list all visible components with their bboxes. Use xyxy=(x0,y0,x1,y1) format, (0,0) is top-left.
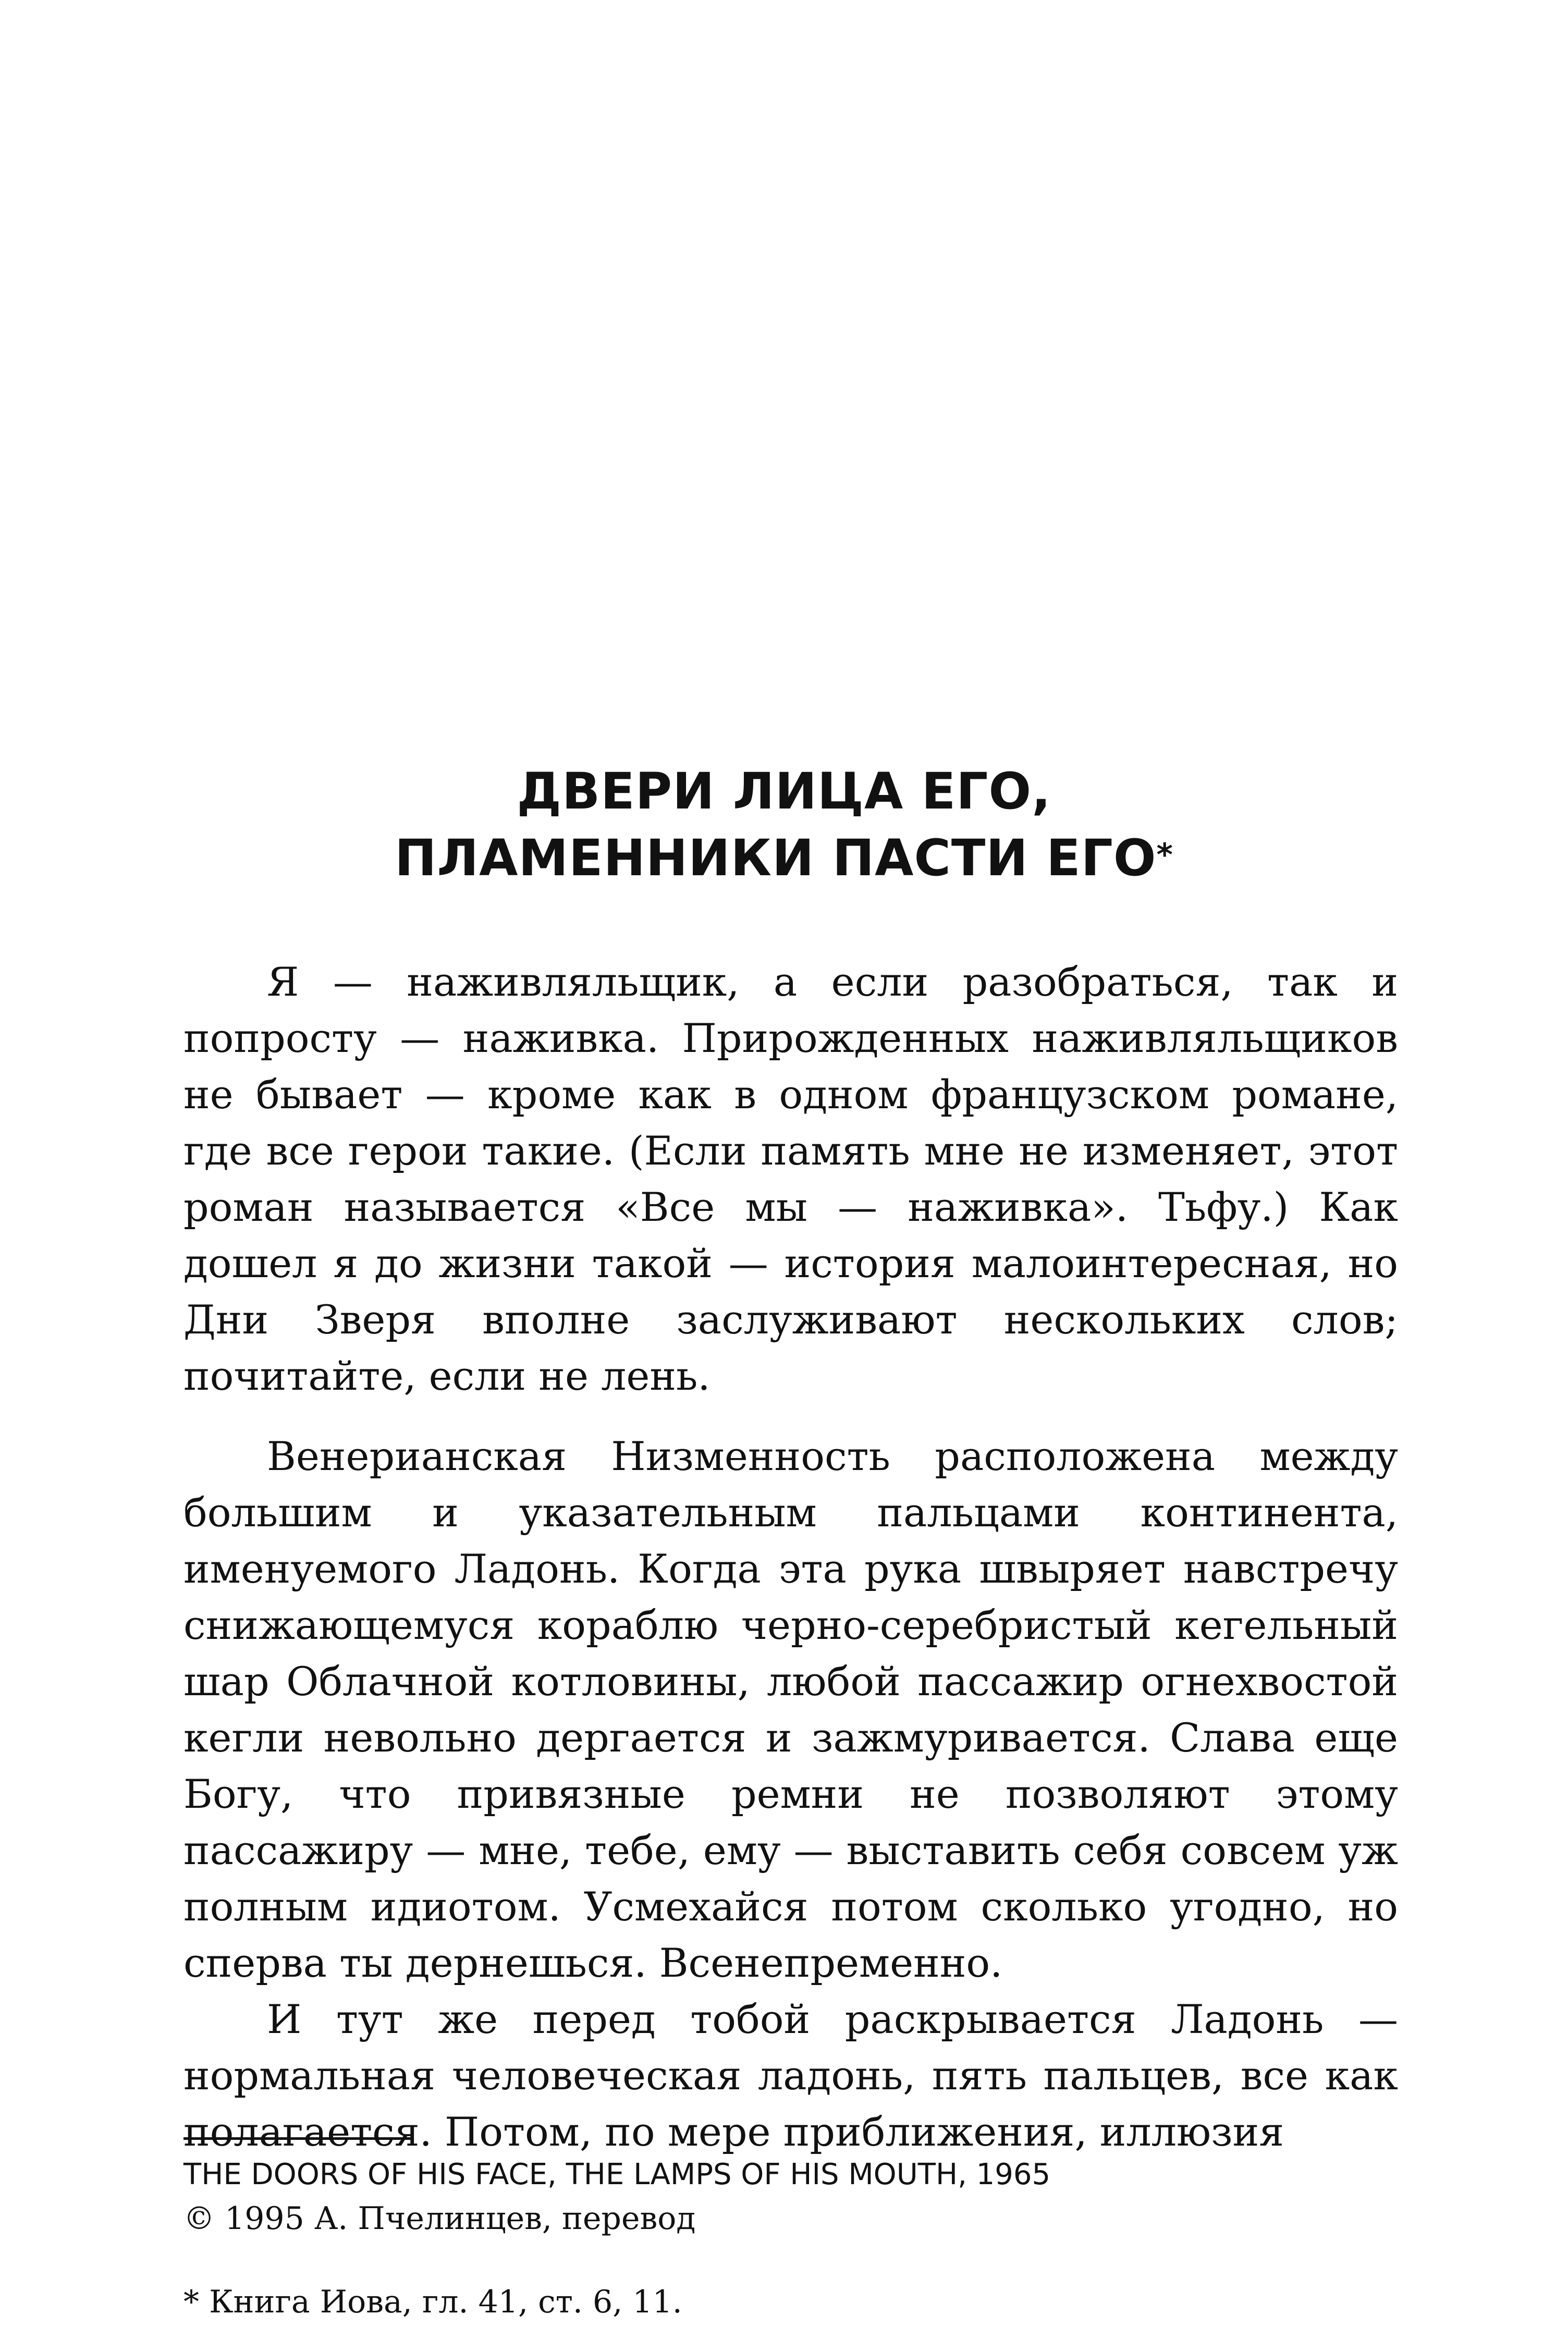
original-title-note: THE DOORS OF HIS FACE, THE LAMPS OF HIS MOUTH, 1965 xyxy=(183,2158,1051,2191)
translation-copyright-note: © 1995 А. Пчелинцев, перевод xyxy=(183,2200,696,2237)
footnote-marker: * xyxy=(1156,837,1173,874)
intro-section xyxy=(183,954,1398,1404)
bible-reference-note: * Книга Иова, гл. 41, ст. 6, 11. xyxy=(183,2284,682,2320)
chapter-title-line-2 xyxy=(156,825,1412,891)
paragraph-2: Венерианская Низменность расположена между большим и указательным пальцами континента, именуемого Ладонь. Когда эта рука швыряет навстречу снижающемуся кораблю черно-серебристый кегельный шар Облачной котловины, любой пассажир огнехвостой кегли невольно дергается и зажмуривается. Слава еще Богу, что привязные ремни не позволяют этому пассажиру — мне, тебе, ему — выставить себя совсем уж полным идиотом. Усмехайся потом сколько угодно, но сперва ты дернешься. Всенепременно. xyxy=(183,1433,1398,1986)
footnote-spacer xyxy=(183,2240,1398,2280)
main-section xyxy=(183,1428,1398,2160)
paragraph-1: Я — наживляльщик, а если разобраться, так и попросту — наживка. Прирожденных наживляльщиков не бывает — кроме как в одном французском романе, где все герои такие. (Если память мне не изменяет, этот роман называется «Все мы — наживка». Тьфу.) Как дошел я до жизни такой — история малоинтересная, но Дни Зверя вполне заслуживают нескольких слов; почитайте, если не лень. xyxy=(183,959,1398,1399)
paragraph-3: И тут же перед тобой раскрывается Ладонь — нормальная человеческая ладонь, пять пальцев, все как полагается. Потом, по мере приближения, иллюзия xyxy=(183,1996,1398,2155)
chapter-title-line-2-text: ПЛАМЕННИКИ ПАСТИ ЕГО xyxy=(395,829,1157,888)
chapter-title xyxy=(156,758,1412,891)
footnotes xyxy=(183,2153,1398,2324)
chapter-title-line-1: ДВЕРИ ЛИЦА ЕГО, xyxy=(517,762,1051,821)
footnote-divider xyxy=(183,2137,413,2140)
